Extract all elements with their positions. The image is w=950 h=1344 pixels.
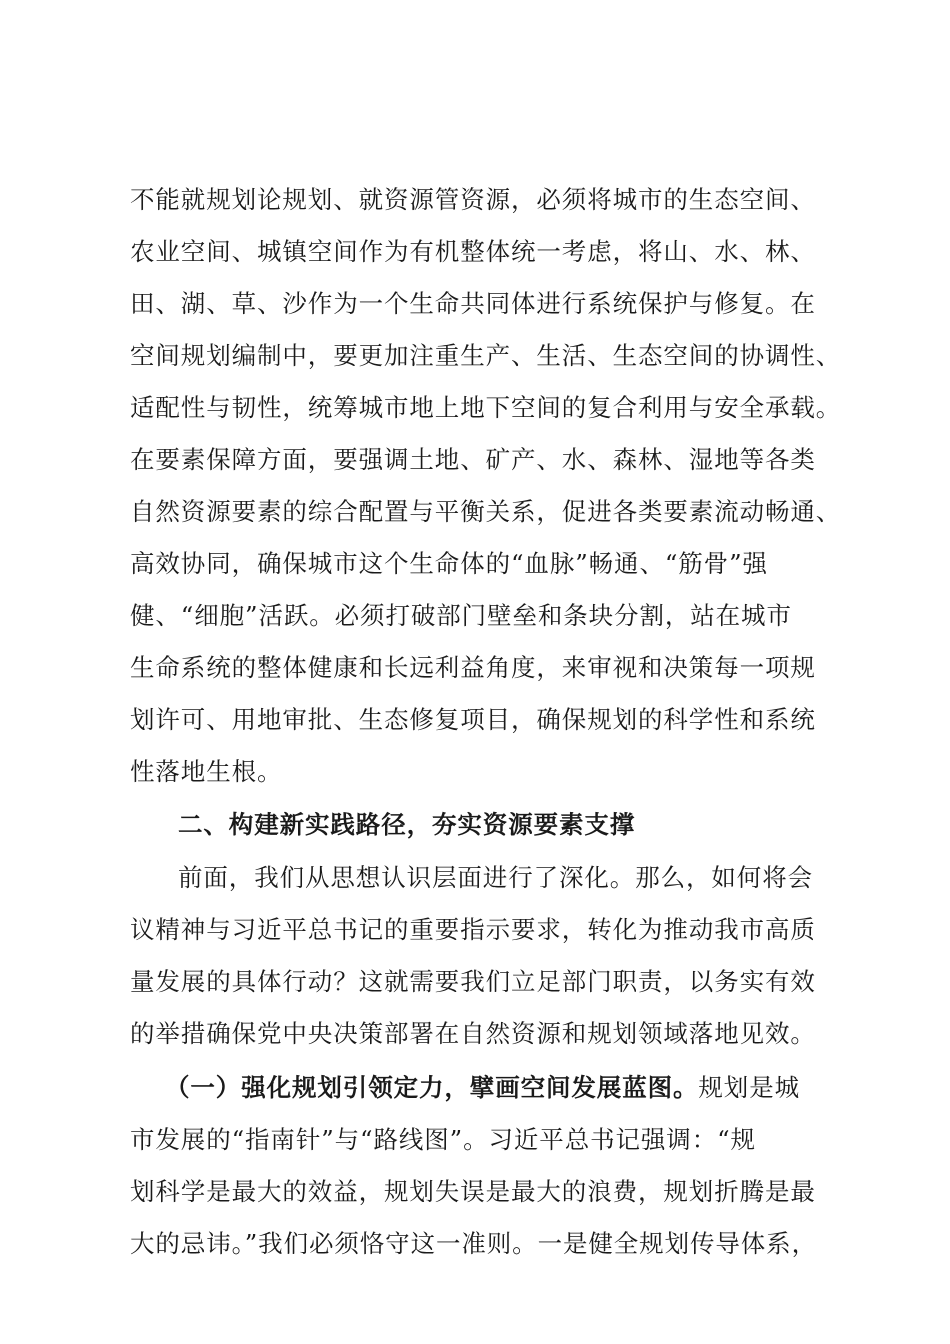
paragraph-line: 自然资源要素的综合配置与平衡关系，促进各类要素流动畅通、 — [130, 497, 842, 526]
paragraph-line: 健、“细胞”活跃。必须打破部门壁垒和条块分割，站在城市 — [130, 601, 792, 630]
paragraph-line: 性落地生根。 — [130, 757, 283, 786]
paragraph-line: 前面，我们从思想认识层面进行了深化。那么，如何将会 — [178, 863, 813, 892]
section-heading: 二、构建新实践路径，夯实资源要素支撑 — [178, 810, 636, 839]
paragraph-line: 生命系统的整体健康和长远利益角度，来审视和决策每一项规 — [130, 653, 816, 682]
paragraph-line: 在要素保障方面，要强调土地、矿产、水、森林、湿地等各类 — [130, 445, 816, 474]
paragraph-line: 农业空间、城镇空间作为有机整体统一考虑，将山、水、林、 — [130, 237, 816, 266]
paragraph-line: 空间规划编制中，要更加注重生产、生活、生态空间的协调性、 — [130, 341, 842, 370]
paragraph-line: 适配性与韧性，统筹城市地上地下空间的复合利用与安全承载。 — [130, 393, 842, 422]
paragraph-line — [165, 1066, 800, 1110]
paragraph-line: 的举措确保党中央决策部署在自然资源和规划领域落地见效。 — [130, 1019, 816, 1048]
paragraph-line: 划科学是最大的效益，规划失误是最大的浪费，规划折腾是最 — [130, 1177, 816, 1206]
paragraph-line: 田、湖、草、沙作为一个生命共同体进行系统保护与修复。在 — [130, 289, 816, 318]
paragraph-text: 规划是城 — [698, 1073, 801, 1102]
paragraph-line: 大的忌讳。”我们必须恪守这一准则。一是健全规划传导体系， — [130, 1229, 817, 1258]
subsection-heading: （一）强化规划引领定力，擘画空间发展蓝图。 — [165, 1073, 699, 1102]
paragraph-line: 量发展的具体行动？这就需要我们立足部门职责，以务实有效 — [130, 967, 816, 996]
paragraph-line: 市发展的“指南针”与“路线图”。习近平总书记强调：“规 — [130, 1125, 756, 1154]
paragraph-line: 划许可、用地审批、生态修复项目，确保规划的科学性和系统 — [130, 705, 816, 734]
paragraph-line: 高效协同，确保城市这个生命体的“血脉”畅通、“筋骨”强 — [130, 549, 768, 578]
paragraph-line: 议精神与习近平总书记的重要指示要求，转化为推动我市高质 — [130, 915, 816, 944]
paragraph-line: 不能就规划论规划、就资源管资源，必须将城市的生态空间、 — [130, 185, 816, 214]
